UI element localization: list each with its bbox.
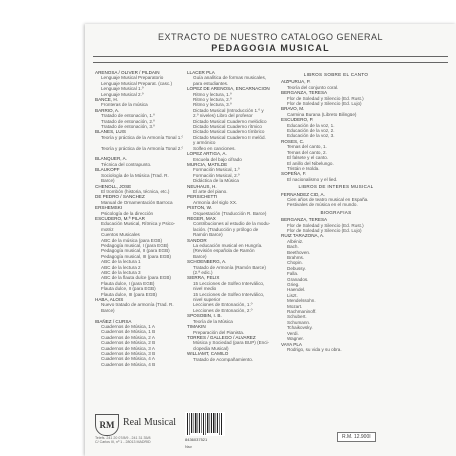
publisher-name: Real Musical <box>123 417 177 428</box>
second-rule <box>93 62 448 63</box>
catalog-entry: Educación Musical, Rítmica y Psico- <box>101 221 176 227</box>
catalog-entry: El falsete y el canto. <box>287 155 329 161</box>
catalog-entry: Lecciones de Entonación, 2.º <box>193 307 253 313</box>
catalog-entry: ABC de la música (para EGB) <box>101 237 163 243</box>
logo-text: RM <box>99 420 115 430</box>
catalog-entry: Tchaikovsky. <box>287 325 313 331</box>
catalog-entry: Tratado de Armonía (Ramón Barce) <box>193 264 266 270</box>
catalog-entry: Cuadernos de Música, 2 B <box>101 340 156 346</box>
catalog-entry: Barce) <box>193 253 207 259</box>
author-heading: ROSES, C. <box>281 138 305 144</box>
author-heading: LLACER PLA <box>187 70 215 75</box>
catalog-entry: Schumann. <box>287 319 311 325</box>
catalog-entry: La educación musical en Hungría. <box>193 243 263 248</box>
author-heading: BERGANZA, TERESA <box>281 90 328 96</box>
catalog-entry: Técnica del contrapunto. <box>101 161 152 167</box>
catalog-entry: Dictado Musical Cuaderno II melód. <box>193 134 266 140</box>
author-heading: AIZPURUA, P. <box>281 79 311 85</box>
catalog-entry: nivel superior <box>193 297 221 303</box>
reference-number: R.M. 12.900I <box>337 432 376 442</box>
catalog-entry: Cuadernos de Música, 4 A <box>101 356 155 362</box>
catalog-entry: Mendelssohn. <box>287 298 316 304</box>
catalog-entry: Ritmo y lectura, 3.º <box>193 102 232 108</box>
author-heading: SPOSOBIN, I. B. <box>187 313 222 319</box>
author-heading: SIERRA, FELIX <box>187 275 220 281</box>
author-heading: LOPEZ ARTIGA, A. <box>187 151 227 157</box>
catalog-entry: Lecciones de Entonación, 1.º <box>193 302 253 308</box>
section-heading: LIBROS SOBRE EL CANTO <box>303 72 369 77</box>
author-heading: SOPEÑA, F. <box>281 171 307 177</box>
author-heading: TORRES / GALLEGO / ALVAREZ <box>187 334 256 340</box>
author-heading: ESCUDERO, P. <box>281 117 314 123</box>
catalog-entry: Albéniz. <box>287 238 304 244</box>
catalog-entry: Ramón Barce) <box>193 232 223 238</box>
catalog-entry: Wagner. <box>287 336 304 342</box>
author-heading: BERGANZA, TERESA <box>281 217 328 223</box>
catalog-entry: Sociología de la Música (Trad. R. <box>101 172 169 178</box>
catalog-column-3 <box>281 70 391 352</box>
catalog-entry: Guía analítica de formas musicales, <box>193 75 267 81</box>
catalog-entry: Dictado Musical Cuaderno tímbrico <box>193 129 265 135</box>
catalog-entry: Cuadernos de Música, 4 B <box>101 361 156 367</box>
catalog-entry: Dictado Musical (Introducción 1.º y <box>193 107 264 113</box>
author-heading: NEUHAUS, H. <box>187 183 217 189</box>
author-heading: FERNANDEZ CID, A. <box>281 191 325 197</box>
catalog-entry: Ritmo y lectura, 2.º <box>193 97 232 103</box>
catalog-page <box>85 24 456 456</box>
author-heading: WILLIAMT, CAMILO <box>187 351 229 357</box>
catalog-entry: Barce) <box>101 178 115 184</box>
catalog-entry: Psicología de la dirección <box>101 210 154 216</box>
catalog-entry: Cuadernos de Música, 3 B <box>101 351 156 357</box>
catalog-entry: Flor de Soledad y Silencio (Ed. Rust.) <box>287 222 364 228</box>
barcode-number: 8436037521 <box>185 437 208 442</box>
author-heading: BLANES, LUIS <box>95 129 126 135</box>
catalog-entry: Solfeo en canciones. <box>193 145 236 151</box>
catalog-subtitle: PEDAGOGIA MUSICAL <box>211 43 330 53</box>
catalog-entry: El arte del piano. <box>193 188 228 194</box>
catalog-entry: Escuela del bajo cifrado <box>193 156 242 162</box>
catalog-entry: motriz <box>101 226 114 232</box>
catalog-entry: Debussy. <box>287 265 306 271</box>
catalog-entry: Tristán e Isolda. <box>287 165 320 171</box>
catalog-entry: Educación de la voz, 1. <box>287 122 335 128</box>
catalog-entry: Teoría y práctica de la Armonía Tonal 2.º <box>101 145 183 151</box>
catalog-entry: Educación de la voz, 3. <box>287 133 335 139</box>
catalog-entry: Temas del canto, 1. <box>287 144 327 150</box>
catalog-entry: Contribuciones al estudio de la modu- <box>193 221 271 227</box>
catalog-entry: Nuevo tratado de armonía (Trad. R. <box>101 302 174 308</box>
catalog-entry: Cuadernos de Música, 2 A <box>101 334 155 340</box>
catalog-entry: Granados. <box>287 276 309 282</box>
author-heading: ARENOSA / OLIVER / PILDAIN <box>95 70 160 75</box>
catalog-entry: ABC de la lectura 1 <box>101 259 141 265</box>
author-heading: SCHOENBERG, A. <box>187 259 227 265</box>
catalog-entry: 15 Lecciones de Solfeo Interválico, <box>193 280 265 286</box>
catalog-entry: ABC de la lectura 3 <box>101 270 141 275</box>
author-heading: BRAVO, M. <box>281 106 305 112</box>
catalog-entry: Flor de Soledad y Silencio (Ed. Lujo) <box>287 101 362 107</box>
catalog-entry: Lenguaje Musical 1.º <box>101 86 144 92</box>
catalog-entry: Cuadernos de Música, 1 B <box>101 329 156 335</box>
catalog-entry: Tratado de entonación, 3.º <box>101 124 155 130</box>
author-heading: LOPEZ DE ARENOSA, ENCARNACION <box>187 86 270 92</box>
catalog-entry: Didáctica de la Música <box>193 178 239 184</box>
catalog-entry: Tratado de entonación, 1.º <box>101 113 155 119</box>
catalog-entry: Grieg. <box>287 282 300 288</box>
catalog-entry: Música y Sociedad (para BUP) (Enci- <box>193 340 270 346</box>
catalog-entry: Lenguaje Musical Preparat. (casc.) <box>101 80 172 86</box>
address-phones: Telefs. 241 20 07/8/9 - 241 31 35/8 <box>95 436 151 440</box>
catalog-entry: Falla. <box>287 271 299 277</box>
catalog-entry: El trombón (historia, técnica, etc.) <box>101 188 170 194</box>
catalog-entry: y armónico <box>193 140 216 146</box>
catalog-entry: Liszt. <box>287 292 298 298</box>
catalog-entry: El anillo del Nibelungo. <box>287 160 334 166</box>
catalog-entry: Teoría y práctica de la Armonía Tonal 1.º <box>101 134 183 140</box>
catalog-entry: Haendel. <box>287 287 306 293</box>
section-heading: BIOGRAFIAS <box>320 209 352 215</box>
catalog-column-1 <box>95 70 183 367</box>
catalog-entry: Pedagogía musical, II (para EGB) <box>101 248 170 254</box>
catalog-entry: Schubert. <box>287 314 307 320</box>
catalog-entry: Festivales de música en el mundo. <box>287 202 358 208</box>
author-heading: ERSHEMSKI <box>95 205 123 211</box>
address-street: C/ Carlos III, nº 1 - 28013 MADRID <box>95 440 151 445</box>
catalog-entry: Cuadernos de Música, 1 A <box>101 324 155 330</box>
catalog-entry: Chopin. <box>287 260 303 266</box>
author-heading: PISTON, W. <box>187 205 212 211</box>
catalog-entry: clopedia Musical) <box>193 345 229 351</box>
catalog-entry: Armonía del siglo XX. <box>193 199 238 205</box>
catalog-entry: 15 Lecciones de Solfeo Interválico, <box>193 291 265 297</box>
catalog-entry: nivel medio <box>193 286 217 292</box>
catalog-entry: Rachmaninoff. <box>287 309 317 315</box>
author-heading: BANCE, H. <box>95 97 118 103</box>
author-heading: MURCIA, MATILDE <box>187 161 228 167</box>
publisher-logo <box>95 414 119 436</box>
top-rule <box>93 56 448 57</box>
catalog-entry: Carmina Burana (Libreto Bilingüe) <box>287 111 357 117</box>
catalog-entry: Lenguaje Musical 2.º <box>101 91 144 97</box>
catalog-entry: Flauta dulce, III (para EGB) <box>101 291 157 297</box>
catalog-column-2 <box>187 70 279 362</box>
catalog-entry: Formación Musical, 2.º <box>193 172 240 178</box>
catalog-entry: Rodrigo, su vida y su obra. <box>287 346 342 352</box>
catalog-entry: Teoría de la Música <box>193 318 233 324</box>
catalog-entry: Lenguaje Musical Preparatorio <box>101 75 164 81</box>
catalog-entry: (Revisión española de Ramón <box>193 248 255 254</box>
catalog-entry: lación. (Traducción y prólogo de <box>193 226 259 232</box>
catalog-entry: 2.º niveles) Libro del profesor <box>193 113 253 119</box>
catalog-entry: Brahms. <box>287 255 305 260</box>
catalog-entry: (2.ª edic.) <box>193 270 213 276</box>
author-heading: DE PEDRO / SANCHEZ <box>95 194 145 200</box>
catalog-entry: Flauta dulce, II (para EGB) <box>101 286 156 292</box>
author-heading: RUIZ TARAZONA, A. <box>281 233 325 239</box>
author-heading: IBAÑEZ / CURSA <box>95 318 132 324</box>
author-heading: VAYA PLA <box>281 341 302 347</box>
catalog-title: EXTRACTO DE NUESTRO CATALOGO GENERAL <box>157 32 384 42</box>
nsv-label: Nsv <box>185 444 192 449</box>
catalog-entry: Cuadernos de Música, 3 A <box>101 345 155 351</box>
author-heading: REGER, MAX <box>187 215 216 221</box>
catalog-entry: Flor de Soledad y Silencio (Ed. Rust.) <box>287 95 364 101</box>
author-heading: BLANQUER, A. <box>95 156 127 162</box>
catalog-entry: Preparación del Pianista. <box>193 329 245 335</box>
catalog-entry: ABC de la flauta dulce (para EGB) <box>101 275 171 281</box>
catalog-entry: Ritmo y lectura, 1.º <box>193 91 232 97</box>
catalog-entry: Pedagogía musical, I (para EGB) <box>101 242 169 248</box>
author-heading: ESCUDERO, M.ª PILAR <box>95 215 145 221</box>
catalog-entry: para estudiantes. <box>193 80 229 86</box>
author-heading: TIMAKIN <box>187 324 206 330</box>
catalog-entry: Barce) <box>101 307 115 313</box>
catalog-entry: Cuentos Musicales <box>101 232 140 238</box>
section-heading: LIBROS DE INTERES MUSICAL <box>298 184 374 190</box>
catalog-entry: Manual de Ornamentación Barroca <box>101 199 173 205</box>
catalog-entry: ABC de la lectura 2 <box>101 264 141 270</box>
author-heading: SANDOR <box>187 237 207 243</box>
author-heading: PERSICHETTI <box>187 194 218 200</box>
catalog-entry: Verdi. <box>287 330 299 336</box>
catalog-entry: Tratado de entonación, 2.º <box>101 118 155 124</box>
author-heading: HABA, ALOIS <box>95 297 124 303</box>
catalog-entry: Pedagogía musical, III (para EGB) <box>101 253 171 259</box>
catalog-entry: Flor de Soledad y Silencio (Ed. Lujo) <box>287 227 362 233</box>
catalog-entry: Dictado Musical Cuaderno rítmico <box>193 124 262 130</box>
catalog-entry: Educación de la voz, 2. <box>287 128 335 134</box>
barcode <box>185 412 225 436</box>
author-heading: CHENOLL, JOSE <box>95 183 132 189</box>
catalog-entry: Fronteras de la música <box>101 102 148 108</box>
author-heading: BARRIO, A. <box>95 107 120 113</box>
catalog-entry: Mozart. <box>287 303 303 309</box>
catalog-entry: Orquestación (Traducción R. Barce) <box>193 210 267 216</box>
catalog-entry: Cien años de teatro musical en España. <box>287 196 369 202</box>
catalog-entry: Beethoven. <box>287 249 311 255</box>
catalog-entry: El nacionalismo y el lied. <box>287 176 338 182</box>
catalog-entry: Formación Musical, 1.º <box>193 167 240 173</box>
catalog-entry: Teoría del conjunto coral. <box>287 84 339 90</box>
catalog-entry: Dictado Musical Cuaderno melódico <box>193 118 267 124</box>
catalog-entry: Flauta dulce, I (para EGB) <box>101 280 155 286</box>
catalog-entry: Temas del canto, 2. <box>287 149 327 155</box>
catalog-entry: Tratado de Acompañamiento. <box>193 356 254 362</box>
catalog-entry: Bach. <box>287 244 299 250</box>
author-heading: BLAUKOPF <box>95 167 120 173</box>
